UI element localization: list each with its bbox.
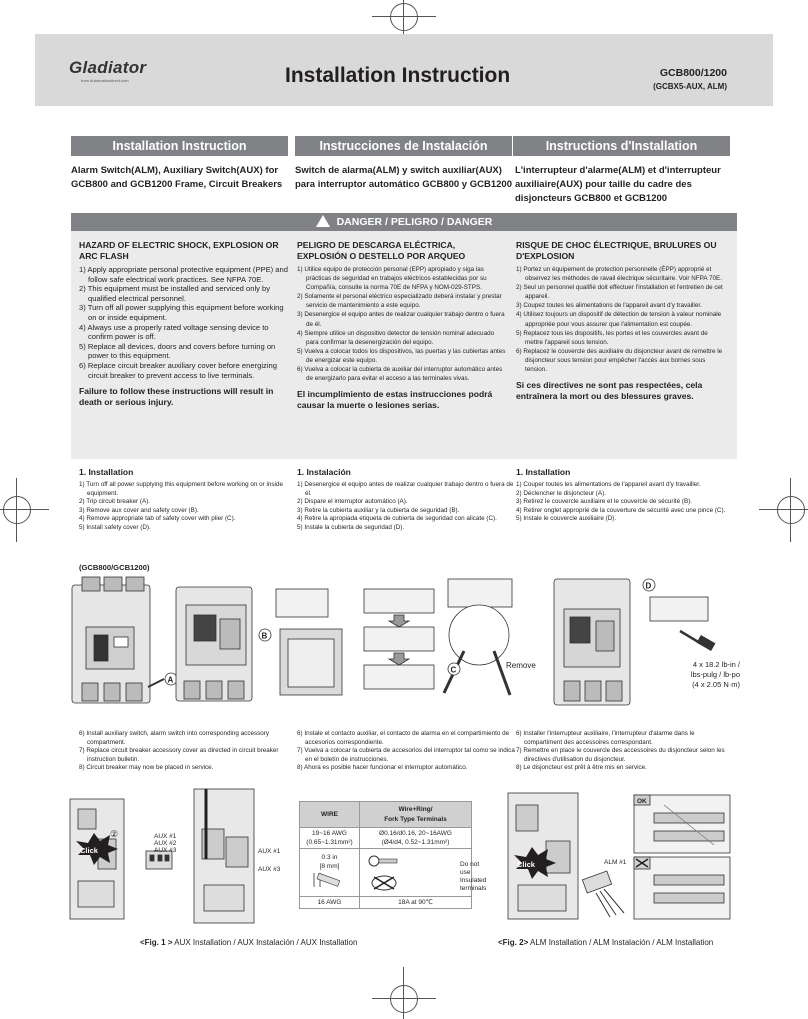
hazard-title: RISQUE DE CHOC ÉLECTRIQUE, BRULURES OU D'EXPLOSION xyxy=(516,240,717,261)
aux1-label-b: AUX #1 xyxy=(258,848,281,855)
install-spanish xyxy=(297,467,515,532)
terminal-header-2: Fork Type Terminals xyxy=(384,815,447,823)
list-item: 7) Remettre en place le couvercle des accessoires du disjoncteur selon les directives d'utilisation du disjoncteur. xyxy=(516,747,725,763)
list-item: 1) Turn off all power supplying this equipment before working on or inside equipment. xyxy=(79,481,283,497)
section-heading: 1. Installation xyxy=(516,467,571,477)
list-item: 5) Replacez tous les dispositifs, les portes et les couvercles avant de mettre l'appareil sous tension. xyxy=(516,329,708,346)
hazard-warning: Failure to follow these instructions will result in death or serious injury. xyxy=(79,386,274,408)
list-item: 7) Replace circuit breaker accessory cover as directed in circuit breaker instruction bulletin. xyxy=(79,747,279,763)
hazard-spanish xyxy=(297,240,507,411)
list-item: 3) Retirez le couvercle auxiliaire et le couvercle de sécurité (B). xyxy=(516,498,693,505)
list-item: 3) Coupez toutes les alimentations de l'appareil avant d'y travailler. xyxy=(516,302,702,310)
hazard-warning: El incumplimiento de estas instrucciones podrá causar la muerte o lesiones serias. xyxy=(297,389,493,411)
list-item: 1) Utilice equipo de protección personal (EPP) apropiado y siga las prácticas de seguridad en trabajos eléctricos establecidas por su Compañía, consulte la norma 70E de NFPA y NOM-029-STPS. xyxy=(297,266,487,292)
label-d: D xyxy=(645,581,652,591)
terminal-icons xyxy=(366,853,426,895)
table-cell: 16 AWG xyxy=(300,897,360,909)
list-item: 4) Utilisez toujours un dispositif de détection de tension à valeur nominale appropriée pour vous assurer que l'alimentation est coupée. xyxy=(516,311,722,328)
aux-wiring-detail xyxy=(194,789,254,923)
list-item: 2) Solamente el personal eléctrico especializado deberá instalar y prestar servicio de mantenimiento a este equipo. xyxy=(297,293,502,310)
terminal-header-1: Wire+Ring/ xyxy=(398,805,433,813)
list-item: 3) Remove aux cover and safety cover (B). xyxy=(79,506,199,514)
list-item: 1) Desenergice el equipo antes de realizar cualquier trabajo dentro o fuera de él. xyxy=(297,481,514,497)
list-item: 2) Seul un personnel qualifié doit effectuer l'installation et l'entretien de cet appareil. xyxy=(516,284,723,301)
table-cell xyxy=(360,849,487,897)
heading-english: Installation Instruction xyxy=(71,136,288,156)
table-row xyxy=(300,802,472,828)
figure2-caption xyxy=(498,938,713,947)
note-line-2: Insulated xyxy=(460,877,487,884)
brand-subtitle: from Automationdirect.com xyxy=(81,78,129,83)
list-item: 3) Retire la cubierta auxiliar y la cubierta de seguridad (B). xyxy=(297,506,460,514)
figure1-caption xyxy=(140,938,357,947)
steps2-english xyxy=(79,730,297,773)
hazard-english xyxy=(79,240,289,408)
safety-cover-d xyxy=(650,597,715,650)
list-item: 6) Instale el contacto auxiliar, el contacto de alarma en el compartimiento de accesorios correspondiente. xyxy=(297,730,510,746)
aux2-label: AUX #2 xyxy=(154,840,177,847)
page-title: Installation Instruction xyxy=(285,64,511,87)
hazard-title: PELIGRO DE DESCARGA ELÉCTRICA, EXPLOSIÓN O DESTELLO POR ARQUEO xyxy=(297,240,466,261)
install-list xyxy=(79,481,297,532)
list-item: 5) Replace all devices, doors and covers before turning on power to this equipment. xyxy=(79,341,276,361)
table-header xyxy=(360,802,472,828)
torque-line-1: 4 x 18.2 lb-in / xyxy=(692,660,740,669)
awg-range: 19~16 AWG xyxy=(312,830,347,837)
hazard-list xyxy=(79,265,289,380)
list-item: 1) Portez un équipement de protection personnelle (ÉPP) approprié et observez les méthodes de ravail électrique sécuritaire. Voir NFPA 70E. xyxy=(516,266,722,283)
strip-length-mm: [8 mm] xyxy=(319,863,340,870)
installation-illustration xyxy=(64,575,740,715)
install-list xyxy=(297,481,515,532)
hazard-title: HAZARD OF ELECTRIC SHOCK, EXPLOSION OR ARC FLASH xyxy=(79,240,279,261)
registration-mark-top xyxy=(390,3,418,31)
hazard-french xyxy=(516,240,726,402)
wire-table xyxy=(299,801,487,909)
list-item: 3) Turn off all power supplying this equipment before working on or inside equipment. xyxy=(79,303,284,322)
list-item: 6) Install auxiliary switch, alarm switch into corresponding accessory compartment. xyxy=(79,730,270,746)
table-cell xyxy=(300,828,360,849)
model-number: GCB800/1200 xyxy=(659,67,727,79)
list-item: 7) Vuelva a colocar la cubierta de accesorios del interruptor tal como se indica en el boletín de instrucciones. xyxy=(297,747,515,763)
breaker-illustration-1 xyxy=(72,577,150,703)
warning-triangle-icon xyxy=(316,215,330,227)
registration-mark-bottom xyxy=(390,985,418,1013)
alm-switch-detail xyxy=(582,871,624,917)
aux-cover-illustration xyxy=(276,589,342,695)
steps2-french xyxy=(516,730,734,773)
list-item: 2) Déclencher le disjoncteur (A). xyxy=(516,489,606,497)
aux1-label-a: AUX #1 xyxy=(154,833,177,840)
list-item: 2) This equipment must be installed and serviced only by qualified electrical personnel. xyxy=(79,284,271,303)
list-item: 3) Desenergice el equipo antes de realizar cualquier trabajo dentro o fuera de él. xyxy=(297,311,505,328)
install-english xyxy=(79,467,297,532)
alm1-label: ALM #1 xyxy=(604,859,627,866)
list-item: 8) Le disjoncteur est prêt à être mis en service. xyxy=(516,764,647,771)
ok-label: OK xyxy=(637,798,647,805)
list-item: 4) Remove appropriate tab of safety cover with plier (C). xyxy=(79,515,236,522)
remove-label: Remove xyxy=(506,661,536,670)
list-item: 1) Couper toutes les alimentations de l'appareil avant d'y travailler. xyxy=(516,481,701,488)
click-label-1: Click xyxy=(80,846,98,855)
figure1-caption-prefix: <Fig. 1 > xyxy=(140,938,173,947)
list-item: 5) Instale le couvercle auxiliaire (D). xyxy=(516,515,617,522)
breaker-illustration-2 xyxy=(176,587,252,701)
table-row xyxy=(300,849,472,897)
table-row xyxy=(300,897,472,909)
list-item: 6) Replace circuit breaker auxiliary cover before energizing circuit breaker to prevent access to live terminals. xyxy=(79,360,277,380)
figure2-caption-prefix: <Fig. 2> xyxy=(498,938,529,947)
list-item: 4) Retirer onglet approprié de la couverture de sécurité avec une pince (C). xyxy=(516,506,726,514)
terminal-spec-2: (Ø4/d4, 0.52~1.31mm²) xyxy=(381,839,450,846)
list-item: 4) Always use a properly rated voltage sensing device to confirm power is off. xyxy=(79,322,269,342)
aux3-label-b: AUX #3 xyxy=(258,866,281,873)
aux3-label-a: AUX #3 xyxy=(154,847,177,854)
terminal-spec-1: Ø0.16/d0.16, 20~16AWG xyxy=(379,830,452,837)
label-c: C xyxy=(450,665,457,675)
plier-detail xyxy=(444,605,510,695)
hazard-list xyxy=(516,265,726,374)
wire-header: WIRE xyxy=(321,810,338,818)
header-band xyxy=(35,34,773,106)
list-item: 5) Vuelva a colocar todos los dispositivos, las puertas y las cubiertas antes de energizar este equipo. xyxy=(297,347,506,364)
steps2-list xyxy=(516,730,734,773)
label-a: A xyxy=(167,675,174,685)
model-subtitle: (GCBX5-AUX, ALM) xyxy=(653,82,727,91)
table-cell xyxy=(360,828,472,849)
steps2-list xyxy=(297,730,515,773)
hazard-warning: Si ces directives ne sont pas respectées, cela entraînera la mort ou des blessures graves. xyxy=(516,380,703,402)
intro-english: Alarm Switch(ALM), Auxiliary Switch(AUX) for GCB800 and GCB1200 Frame, Circuit Breakers xyxy=(71,165,283,190)
note-line-1: Do not use xyxy=(460,861,480,876)
ng-panel xyxy=(634,857,730,919)
gcb-model-label: (GCB800/GCB1200) xyxy=(79,563,150,572)
danger-bar xyxy=(71,213,737,231)
list-item: 6) Replacez le couvercle des auxiliaire du disjoncteur avant de remettre le disjoncteur sous tension pour empêcher l'accès aux bornes sous tension. xyxy=(516,347,723,374)
torque-line-3: (4 x 2.05 N·m) xyxy=(692,680,740,689)
brand-logo: Gladiator xyxy=(69,58,147,77)
install-list xyxy=(516,481,734,524)
breaker-illustration-3 xyxy=(554,579,630,705)
strip-length: 0.3 in xyxy=(321,854,338,861)
circled-two: ② xyxy=(110,829,119,839)
list-item: 4) Retire la apropiada etiqueta de cubierta de seguridad con alicate (C). xyxy=(297,515,497,522)
click-label-2: Click xyxy=(517,860,535,869)
danger-bar-label: DANGER / PELIGRO / DANGER xyxy=(336,216,493,228)
mm-range: (0.65~1.31mm²) xyxy=(306,839,353,846)
intro-spanish: Switch de alarma(ALM) y switch auxiliar(AUX) para interruptor automático GCB800 y GCB1200 xyxy=(295,165,512,190)
list-item: 8) Circuit breaker may now be placed in service. xyxy=(79,764,214,771)
registration-mark-right xyxy=(777,496,805,524)
table-cell xyxy=(300,849,360,897)
heading-spanish: Instrucciones de Instalación xyxy=(295,136,512,156)
list-item: 5) Install safety cover (D). xyxy=(79,523,151,531)
wire-icon xyxy=(310,871,350,889)
install-french xyxy=(516,467,734,524)
steps2-list xyxy=(79,730,297,773)
registration-mark-left xyxy=(3,496,31,524)
ok-panel xyxy=(634,795,730,853)
list-item: 1) Apply appropriate personal protective equipment (PPE) and follow safe electrical work practices. See NFPA 70E. xyxy=(79,265,288,284)
hazard-list xyxy=(297,265,507,383)
steps2-spanish xyxy=(297,730,515,773)
list-item: 2) Dispare el interruptor automático (A). xyxy=(297,498,408,505)
list-item: 6) Vuelva a colocar la cubierta de auxiliar del interruptor automático antes de energizarlo para evitar el acceso a las terminales vivas. xyxy=(297,366,503,383)
list-item: 2) Trip circuit breaker (A). xyxy=(79,498,151,505)
list-item: 8) Ahora es posible hacer funcionar el interruptor automático. xyxy=(297,764,468,771)
no-insulated-note xyxy=(460,861,486,893)
intro-french: L'interrupteur d'alarme(ALM) et d'interrupteur auxiliaire(AUX) pour taille du cadre des disjoncteurs GCB800 et GCB1200 xyxy=(515,165,721,204)
label-b: B xyxy=(261,631,268,641)
section-heading: 1. Instalación xyxy=(297,467,351,477)
table-row xyxy=(300,828,472,849)
note-line-3: terminals xyxy=(460,885,487,892)
figure2-caption-text: ALM Installation / ALM Instalación / ALM Installation xyxy=(528,938,714,947)
heading-french: Instructions d'Installation xyxy=(513,136,730,156)
list-item: 5) Instale la cubierta de seguridad (D). xyxy=(297,523,405,531)
table-header xyxy=(300,802,360,828)
section-heading: 1. Installation xyxy=(79,467,134,477)
list-item: 6) Installer l'interrupteur auxiliaire, l'interrupteur d'alarme dans le compartiment des accessoires correspondant. xyxy=(516,730,695,746)
torque-line-2: lbs-pulg / lb-po xyxy=(690,670,740,679)
table-cell: 18A at 90℃ xyxy=(360,897,472,909)
figure1-caption-text: AUX Installation / AUX Instalación / AUX Installation xyxy=(172,938,358,947)
list-item: 4) Siempre utilice un dispositivo detector de tensión nominal adecuado para confirmar la desenergización del equipo. xyxy=(297,329,495,346)
